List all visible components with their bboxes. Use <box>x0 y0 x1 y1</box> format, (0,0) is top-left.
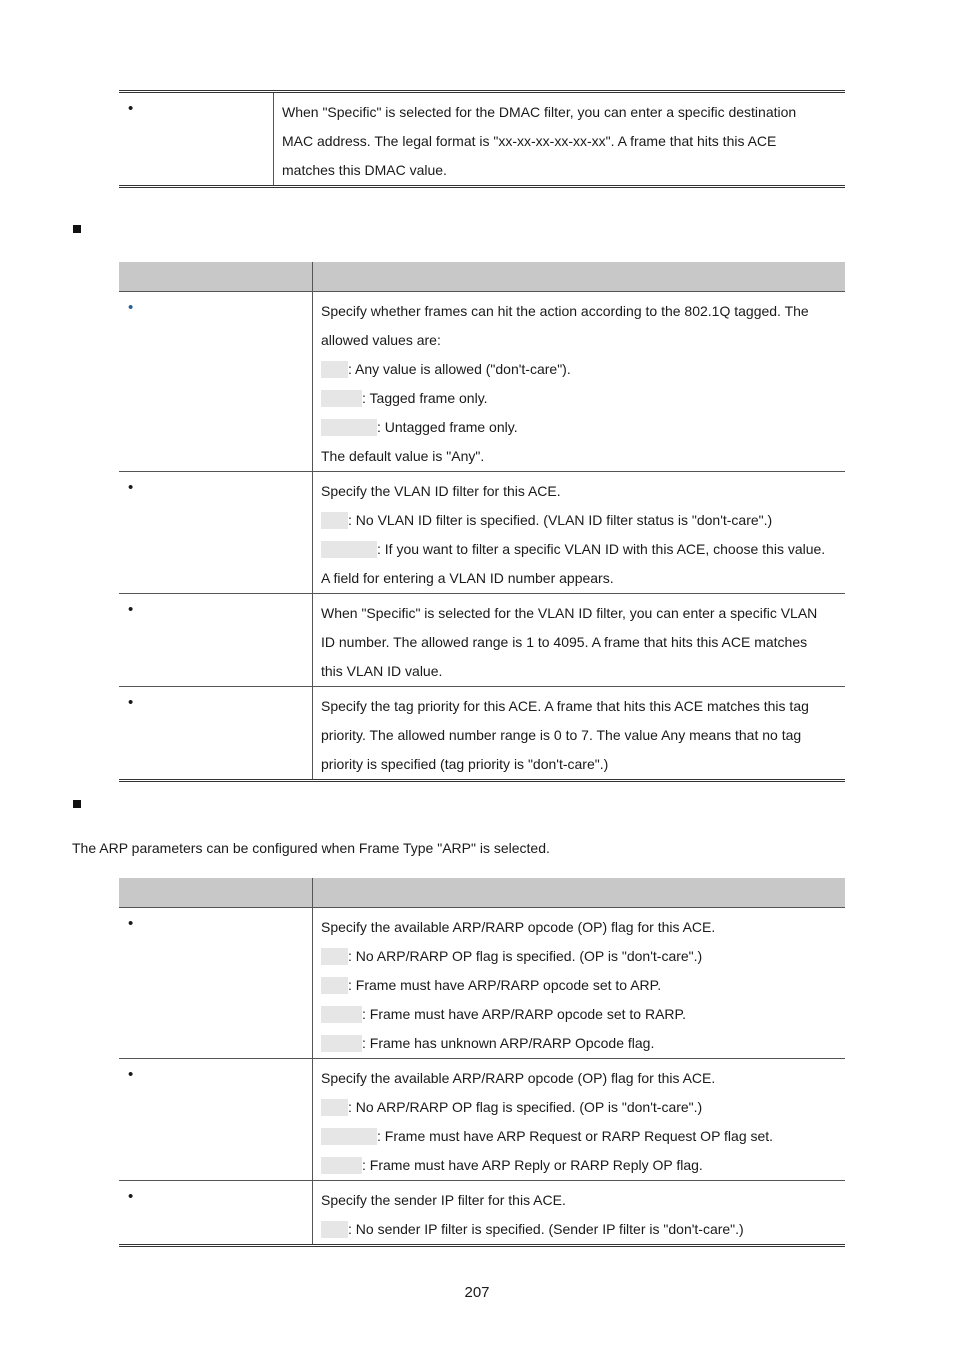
description-line <box>321 535 837 564</box>
header-cell-object <box>119 878 313 908</box>
description-text: : No ARP/RARP OP flag is specified. (OP is "don't-care".) <box>348 948 703 964</box>
description-text: : Frame has unknown ARP/RARP Opcode flag. <box>362 1035 655 1051</box>
description-text: Specify the available ARP/RARP opcode (OP) flag for this ACE. <box>321 919 716 935</box>
description-line <box>321 477 837 506</box>
description-line <box>321 564 837 593</box>
table-row <box>119 1181 845 1246</box>
description-text: this VLAN ID value. <box>321 663 443 679</box>
description-text: : Frame must have ARP/RARP opcode set to ARP. <box>348 977 662 993</box>
redacted-value-label <box>321 1128 377 1145</box>
bullet-icon: • <box>128 1188 134 1205</box>
description-line <box>321 1186 837 1215</box>
description-text: : Tagged frame only. <box>362 390 488 406</box>
object-cell <box>119 472 313 594</box>
object-cell <box>119 92 274 187</box>
description-text: priority. The allowed number range is 0 to 7. The value Any means that no tag <box>321 727 802 743</box>
bullet-icon: • <box>128 694 134 711</box>
section-marker-square <box>73 800 81 808</box>
description-line <box>321 1122 837 1151</box>
description-text: Specify the sender IP filter for this ACE. <box>321 1192 566 1208</box>
object-cell <box>119 1059 313 1181</box>
bullet-icon: • <box>128 915 134 932</box>
description-text: MAC address. The legal format is "xx-xx-xx-xx-xx-xx". A frame that hits this ACE <box>282 133 777 149</box>
object-cell <box>119 594 313 687</box>
description-line <box>321 1000 837 1029</box>
description-text: The default value is "Any". <box>321 448 485 464</box>
description-text: Specify the VLAN ID filter for this ACE. <box>321 483 561 499</box>
description-text: When "Specific" is selected for the VLAN ID filter, you can enter a specific VLAN <box>321 605 818 621</box>
redacted-value-label <box>321 1157 362 1174</box>
bullet-icon: • <box>128 299 134 316</box>
description-line <box>321 628 837 657</box>
description-line <box>321 442 837 471</box>
description-cell <box>313 594 846 687</box>
redacted-value-label <box>321 948 348 965</box>
description-line <box>321 384 837 413</box>
table-row <box>119 292 845 472</box>
redacted-value-label <box>321 419 377 436</box>
redacted-value-label <box>321 390 362 407</box>
description-line <box>321 326 837 355</box>
description-text: : If you want to filter a specific VLAN ID with this ACE, choose this value. <box>377 541 826 557</box>
description-cell <box>313 472 846 594</box>
description-text: matches this DMAC value. <box>282 162 447 178</box>
description-line <box>321 971 837 1000</box>
description-text: : Frame must have ARP Reply or RARP Reply OP flag. <box>362 1157 703 1173</box>
object-cell <box>119 1181 313 1246</box>
redacted-value-label <box>321 512 348 529</box>
tag-parameters-table <box>119 262 845 782</box>
object-cell <box>119 292 313 472</box>
redacted-value-label <box>321 1035 362 1052</box>
redacted-value-label <box>321 1221 348 1238</box>
header-cell-object <box>119 262 313 292</box>
description-line <box>321 657 837 686</box>
redacted-value-label <box>321 541 377 558</box>
description-text: A field for entering a VLAN ID number appears. <box>321 570 614 586</box>
description-line <box>321 1215 837 1244</box>
object-cell <box>119 908 313 1059</box>
description-text: Specify the available ARP/RARP opcode (OP) flag for this ACE. <box>321 1070 716 1086</box>
description-text: allowed values are: <box>321 332 441 348</box>
description-text: : No VLAN ID filter is specified. (VLAN ID filter status is "don't-care".) <box>348 512 773 528</box>
dmac-value-table <box>119 90 845 188</box>
description-line <box>321 1029 837 1058</box>
description-line <box>321 942 837 971</box>
description-cell <box>313 1059 846 1181</box>
bullet-icon: • <box>128 479 134 496</box>
table-row <box>119 472 845 594</box>
description-text: Specify the tag priority for this ACE. A frame that hits this ACE matches this tag <box>321 698 809 714</box>
description-line <box>282 127 837 156</box>
table-header-row <box>119 878 845 908</box>
table-row <box>119 594 845 687</box>
arp-parameters-table <box>119 878 845 1247</box>
description-text: : Untagged frame only. <box>377 419 518 435</box>
description-line <box>282 98 837 127</box>
description-line <box>282 156 837 185</box>
description-text: : No ARP/RARP OP flag is specified. (OP is "don't-care".) <box>348 1099 703 1115</box>
description-line <box>321 1151 837 1180</box>
description-line <box>321 506 837 535</box>
description-line <box>321 599 837 628</box>
description-cell <box>313 292 846 472</box>
redacted-value-label <box>321 361 348 378</box>
table-row <box>119 908 845 1059</box>
redacted-value-label <box>321 1006 362 1023</box>
description-line <box>321 1093 837 1122</box>
section-marker-square <box>73 225 81 233</box>
bullet-icon: • <box>128 1066 134 1083</box>
description-text: priority is specified (tag priority is "don't-care".) <box>321 756 609 772</box>
description-cell <box>313 687 846 781</box>
description-text: : No sender IP filter is specified. (Sender IP filter is "don't-care".) <box>348 1221 744 1237</box>
description-text: : Frame must have ARP/RARP opcode set to RARP. <box>362 1006 686 1022</box>
description-line <box>321 721 837 750</box>
table-row <box>119 687 845 781</box>
table-header-row <box>119 262 845 292</box>
description-line <box>321 413 837 442</box>
description-line <box>321 750 837 779</box>
description-text: ID number. The allowed range is 1 to 4095. A frame that hits this ACE matches <box>321 634 808 650</box>
description-text: : Any value is allowed ("don't-care"). <box>348 361 571 377</box>
description-line <box>321 355 837 384</box>
page-number: 207 <box>464 1284 490 1301</box>
description-line <box>321 692 837 721</box>
table-row <box>119 1059 845 1181</box>
redacted-value-label <box>321 977 348 994</box>
description-line <box>321 913 837 942</box>
object-cell <box>119 687 313 781</box>
header-cell-description <box>313 878 846 908</box>
description-text: Specify whether frames can hit the action according to the 802.1Q tagged. The <box>321 303 809 319</box>
bullet-icon: • <box>128 100 134 117</box>
description-text: When "Specific" is selected for the DMAC filter, you can enter a specific destination <box>282 104 797 120</box>
description-line <box>321 297 837 326</box>
section-intro-text: The ARP parameters can be configured when Frame Type "ARP" is selected. <box>72 840 550 856</box>
description-text: : Frame must have ARP Request or RARP Request OP flag set. <box>377 1128 774 1144</box>
description-line <box>321 1064 837 1093</box>
bullet-icon: • <box>128 601 134 618</box>
header-cell-description <box>313 262 846 292</box>
description-cell <box>313 908 846 1059</box>
description-cell <box>274 92 846 187</box>
table-row <box>119 92 845 187</box>
redacted-value-label <box>321 1099 348 1116</box>
description-cell <box>313 1181 846 1246</box>
